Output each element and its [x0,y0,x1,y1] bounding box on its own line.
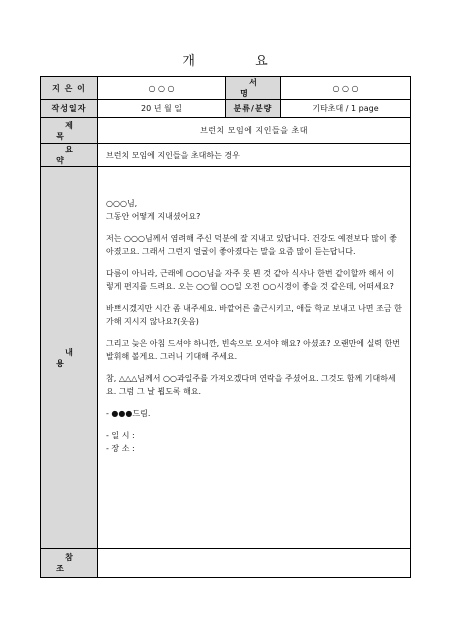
author-value: ○ ○ ○ [98,77,226,100]
body-paragraph: 바쁘시겠지만 시간 좀 내주세요. 바깥어른 출근시키고, 애들 학교 보내고 나면 조금 한가해 지시지 않나요?(웃음) [106,304,402,326]
content-row [41,167,411,549]
reference-value [98,549,411,578]
body-paragraph: 참, △△△님께서 ○○과일주를 가져오겠다며 연락을 주셨어요. 그것도 함께 기대하세요. 그럼 그 날 뵙도록 해요. [106,374,396,396]
category-value: 기타초대 / 1 page [281,100,411,118]
content-body [98,167,411,549]
signature-value: ○ ○ ○ [281,77,411,100]
summary-row [41,144,411,167]
summary-label: 요 약 [41,144,98,167]
body-paragraph: ○○○님, 그동안 어떻게 지내셨어요? [106,199,201,221]
body-paragraph: 그리고 늦은 아침 드셔야 하니깐, 빈속으로 오셔야 해요? 아셨죠? 오랜만에 실력 한번 발휘해 볼게요. 그러니 기대해 주세요. [106,339,401,361]
body-paragraph: 저는 ○○○님께서 염려해 주신 덕분에 잘 지내고 있답니다. 건강도 예전보다 많이 좋아졌고요. 그래서 그런지 얼굴이 좋아졌다는 말을 요즘 많이 듣는답니다. [106,234,398,256]
page-title: 개 요 [182,54,296,69]
date-label: 작성일자 [41,100,98,118]
author-row [41,77,411,100]
reference-row [41,549,411,578]
category-label: 분류/분량 [226,100,281,118]
overview-form [40,76,411,578]
subject-label: 제 목 [41,118,98,144]
date-value: 20 년 월 일 [98,100,226,118]
subject-row [41,118,411,144]
signature-label: 서 명 [226,77,281,100]
reference-label: 참 조 [41,549,98,578]
subject-value: 브런치 모임에 지인들을 초대 [98,118,411,144]
body-signoff: - ●●●드림. [106,409,151,418]
author-label: 지 은 이 [41,77,98,100]
body-details: - 일 시 : - 장 소 : [106,431,135,453]
date-row [41,100,411,118]
summary-value: 브런치 모임에 지인들을 초대하는 경우 [98,144,411,167]
body-paragraph: 다름이 아니라, 근래에 ○○○님을 자주 못 뵌 것 같아 식사나 한번 같이할까 해서 이렇게 편지를 드려요. 오는 ○○월 ○○일 오전 ○○시경이 좋을 것 같은데, 어떠세요? [106,269,395,291]
content-label: 내 용 [41,167,98,549]
